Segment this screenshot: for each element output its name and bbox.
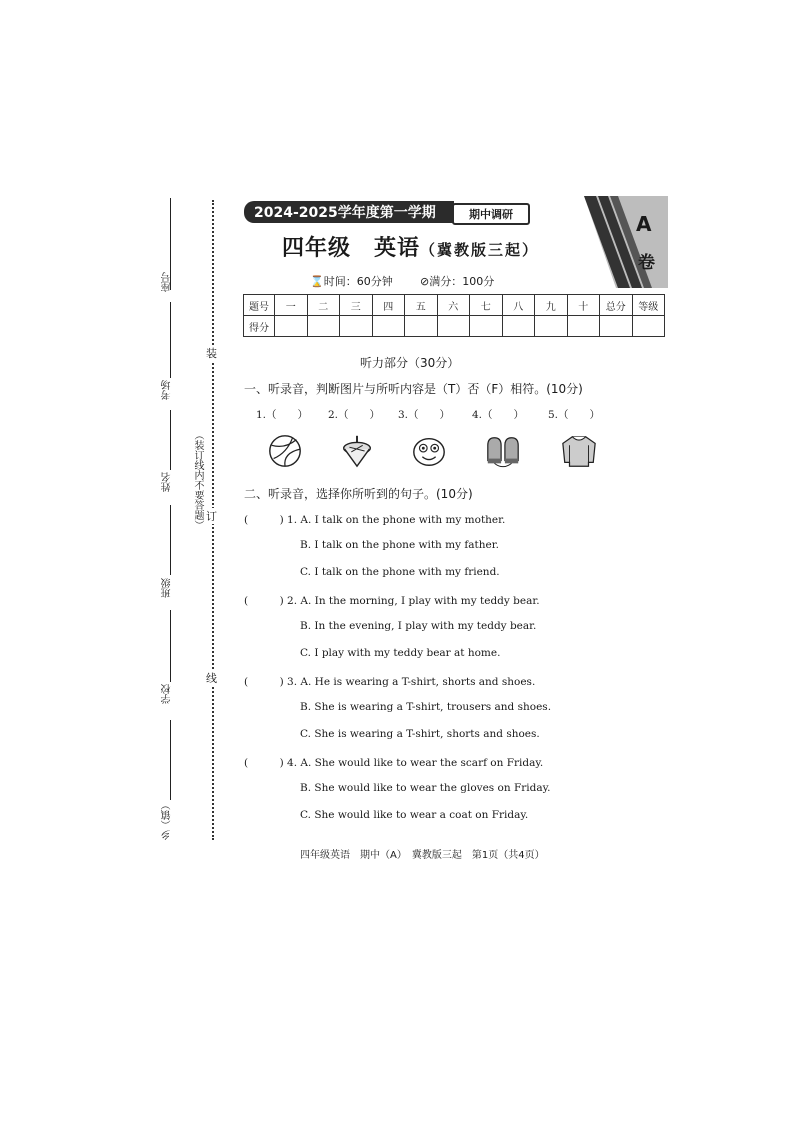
answer-blank-1[interactable]: 1.（ ） [256,409,309,421]
paper-a-badge [584,196,668,288]
answer-blank-5[interactable]: 5.（ ） [548,409,601,421]
seat-number-label: 座号 [162,272,173,292]
name-label: 姓名 [162,472,173,492]
score-cell[interactable] [632,316,665,337]
time-info: ⌛时间：60分钟 [310,275,393,288]
option-2b: B. In the evening, I play with my teddy bear. [300,620,537,632]
score-cell[interactable] [600,316,633,337]
answer-paren[interactable]: ( ) [244,595,284,607]
score-cell[interactable] [567,316,600,337]
score-cell[interactable] [372,316,405,337]
badge-letter: A [636,212,652,236]
option-1c: C. I talk on the phone with my friend. [300,566,500,578]
score-cell[interactable] [405,316,438,337]
volleyball-icon [266,432,304,470]
answer-blank-2[interactable]: 2.（ ） [328,409,381,421]
score-cell[interactable] [437,316,470,337]
score-cell[interactable] [535,316,568,337]
question-3: ( ) 3. A. He is wearing a T-shirt, shorts and shoes. [244,676,536,688]
answer-paren[interactable]: ( ) [244,676,284,688]
face-icon [410,432,448,470]
name-line[interactable] [170,410,171,470]
option-3b: B. She is wearing a T-shirt, trousers and shoes. [300,701,552,713]
edition: （冀教版三起） [420,241,540,259]
score-table [243,294,665,337]
score-info: ⊘满分：100分 [420,275,495,288]
binding-char-zhuang: 装 [206,347,217,360]
binding-char-xian: 线 [206,672,217,685]
binding-char-ding: 订 [206,510,217,523]
option-4c: C. She would like to wear a coat on Friday. [300,809,529,821]
question-4: ( ) 4. A. She would like to wear the scarf on Friday. [244,757,544,769]
question-2: ( ) 2. A. In the morning, I play with my teddy bear. [244,595,540,607]
hourglass-icon: ⌛ [310,275,324,288]
town-label: 乡（镇） [162,800,173,840]
score-cell[interactable] [502,316,535,337]
option-3c: C. She is wearing a T-shirt, shorts and shoes. [300,728,540,740]
exam-room-line[interactable] [170,302,171,378]
school-line[interactable] [170,610,171,682]
check-circle-icon: ⊘ [420,275,430,288]
page-footer: 四年级英语 期中（A） 冀教版三起 第1页（共4页） [300,850,545,861]
grade-subject: 四年级 英语 [282,235,421,261]
answer-paren[interactable]: ( ) [244,757,284,769]
spinning-top-icon [338,432,376,470]
question-1: ( ) 1. A. I talk on the phone with my mother. [244,514,506,526]
part1-title: 一、听录音，判断图片与所听内容是（T）否（F）相符。(10分) [244,382,583,396]
score-cell[interactable] [340,316,373,337]
town-line[interactable] [170,720,171,800]
option-1b: B. I talk on the phone with my father. [300,539,499,551]
badge-word: 卷 [638,253,655,273]
school-label: 学校 [162,684,173,704]
gloves-icon [484,432,522,470]
answer-paren[interactable]: ( ) [244,514,284,526]
year-term-banner: 2024-2025学年度第一学期 [244,201,454,223]
exam-room-label: 考场 [162,380,173,400]
exam-tag: 期中调研 [452,203,530,225]
option-2c: C. I play with my teddy bear at home. [300,647,501,659]
option-4b: B. She would like to wear the gloves on Friday. [300,782,551,794]
binding-notice: （装订线内不要答题） [192,430,203,530]
sweater-icon [560,432,598,470]
score-cell[interactable] [307,316,340,337]
score-cell[interactable] [470,316,503,337]
listening-title: 听力部分（30分） [360,356,460,370]
answer-blank-4[interactable]: 4.（ ） [472,409,525,421]
score-table-header-row: 题号 一 二 三 四 五 六 七 八 九 十 总分 等级 [244,295,665,316]
class-label: 班级 [162,578,173,598]
class-line[interactable] [170,505,171,575]
part2-title: 二、听录音，选择你所听到的句子。(10分) [244,487,473,501]
score-table-score-row: 得分 [244,316,665,337]
page-title [282,231,539,262]
score-cell[interactable] [275,316,308,337]
answer-blank-3[interactable]: 3.（ ） [398,409,451,421]
